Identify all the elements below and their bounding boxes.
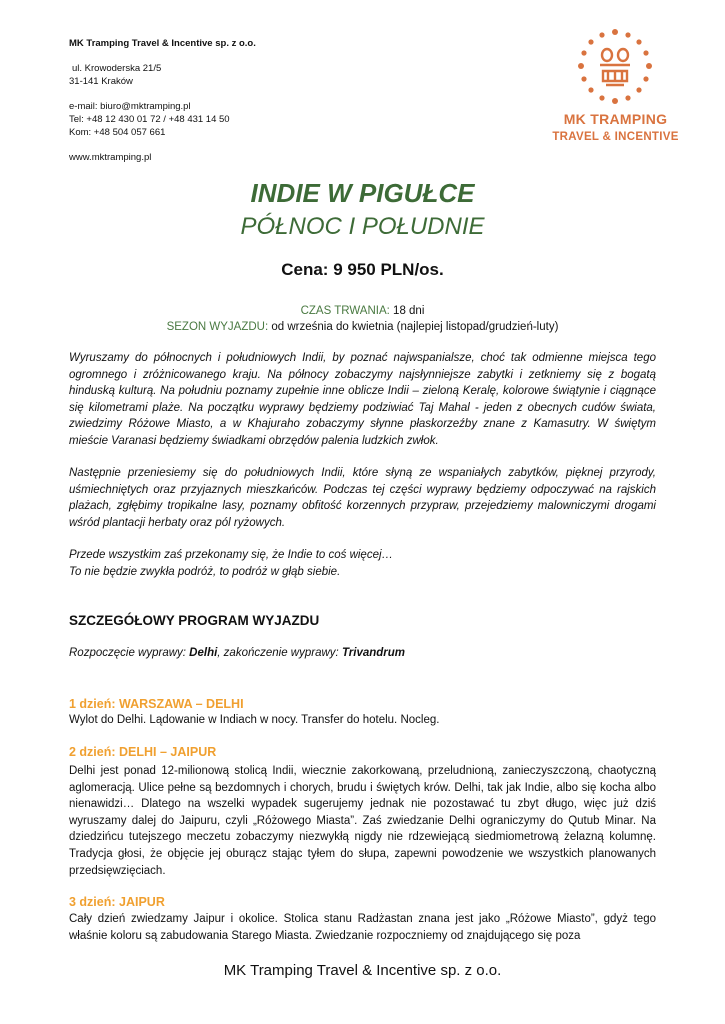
- day-3-heading: 3 dzień: JAIPUR: [69, 895, 165, 909]
- season-value: od września do kwietnia (najlepiej listopad/grudzień-luty): [271, 321, 559, 333]
- duration-label: CZAS TRWANIA:: [300, 305, 390, 317]
- company-website: www.mktramping.pl: [69, 152, 152, 163]
- intro-paragraph-1: Wyruszamy do północnych i południowych Indii, by poznać najwspanialsze, choć tak odmienne miejsca tego ogromnego i zróżnicowanego kraju. Na północy zobaczymy najsłynniejsze zabytki i zetkniemy się z bogatą hinduską kulturą. Na południu poznamy zupełnie inne oblicze Indii – zieloną Keralę, kolorowe świątynie i ciągnące się kilometrami plaże. Na początku wyprawy będziemy podziwiać Taj Mahal - jeden z obecnych cudów świata, zwiedzimy Różowe Miasto, a w Khajuraho zobaczymy słynne płaskorzeźby znane z Kamasutry. W świętym mieście Varanasi będziemy świadkami obrzędów palenia ludzkich zwłok.: [69, 352, 656, 447]
- trip-price: Cena: 9 950 PLN/os.: [281, 260, 444, 279]
- duration-value: 18 dni: [393, 305, 425, 317]
- duration-line: [0, 305, 725, 317]
- day-2-heading: 2 dzień: DELHI – JAIPUR: [69, 745, 217, 759]
- day-2-text: Delhi jest ponad 12-milionową stolicą Indii, wiecznie zakorkowaną, przeludnioną, zanieczyszczoną, chaotyczną aglomeracją. Ulice pełne są bezdomnych i chorych, brudu i świętych krów. Delhi, tak jak Indie, albo się kocha albo nienawidzi… Dlatego na wszelki wypadek sugerujemy jednak nie pozostawać tu zbyt długo, więc już dziś wyruszamy dalej do Jaipuru, czyli „Różowego Miasta”. Zaś zwiedzanie Delhi ograniczymy do Qutub Minar. Na dziedzińcu tutejszego meczetu zobaczymy niezwykłą nigdy nie rdzewiejącą siedmiometrową żelazną kolumnę. Tradycja głosi, że objęcie jej oburącz stając tyłem do słupa, zapewni powodzenie we wszystkich planowanych przedsięwzięciach.: [69, 765, 656, 877]
- company-street: ul. Krowoderska 21/5: [72, 63, 162, 74]
- end-city: Trivandrum: [341, 647, 406, 659]
- intro-line-b: To nie będzie zwykła podróż, to podróż w głąb siebie.: [69, 565, 341, 578]
- day-3-text: Cały dzień zwiedzamy Jaipur i okolice. Stolica stanu Radżastan znana jest jako „Różowe Miasto”, gdyż tego właśnie koloru są zabudowania Starego Miasta. Zwiedzanie rozpoczniemy od znajdującego się poza: [69, 913, 656, 942]
- day-1-text: Wylot do Delhi. Lądowanie w Indiach w nocy. Transfer do hotelu. Nocleg.: [69, 714, 440, 726]
- start-label: Rozpoczęcie wyprawy:: [69, 647, 186, 659]
- program-start-end: [69, 647, 405, 659]
- end-label: , zakończenie wyprawy:: [217, 647, 339, 659]
- intro-paragraph-3: [69, 547, 656, 580]
- logo-text-line2: TRAVEL & INCENTIVE: [552, 131, 679, 143]
- company-phone: Tel: +48 12 430 01 72 / +48 431 14 50: [69, 114, 230, 125]
- company-address-block: [69, 37, 256, 164]
- logo-text-line1: MK TRAMPING: [563, 111, 668, 127]
- day-1-heading: 1 dzień: WARSZAWA – DELHI: [69, 697, 244, 711]
- company-email: e-mail: biuro@mktramping.pl: [69, 101, 191, 112]
- company-mobile: Kom: +48 504 057 661: [69, 127, 166, 138]
- document-subtitle: PÓŁNOC I POŁUDNIE: [240, 213, 485, 240]
- intro-paragraph-2: Następnie przeniesiemy się do południowych Indii, które słyną ze wspaniałych zabytków, pięknej przyrody, uśmiechniętych oraz przyjaznych mieszkańców. Podczas tej części wyprawy będziemy odpoczywać na rajskich plażach, zgłębimy tropikalne lasy, poznamy obfitość korzennych przypraw, przejedziemy malowniczymi drogami wśród plantacji herbaty oraz pól ryżowych.: [69, 467, 656, 529]
- company-logo: [548, 27, 683, 143]
- page-footer: MK Tramping Travel & Incentive sp. z o.o.: [223, 962, 502, 979]
- company-name: MK Tramping Travel & Incentive sp. z o.o.: [69, 38, 256, 49]
- season-label: SEZON WYJAZDU:: [166, 321, 269, 333]
- document-title: INDIE W PIGUŁCE: [250, 178, 475, 208]
- program-heading: SZCZEGÓŁOWY PROGRAM WYJAZDU: [69, 613, 320, 628]
- start-city: Delhi: [189, 647, 218, 659]
- intro-line-a: Przede wszystkim zaś przekonamy się, że Indie to coś więcej…: [69, 549, 394, 561]
- logo-emblem-icon: [570, 27, 660, 107]
- season-line: [0, 321, 725, 333]
- company-city: 31-141 Kraków: [69, 76, 133, 87]
